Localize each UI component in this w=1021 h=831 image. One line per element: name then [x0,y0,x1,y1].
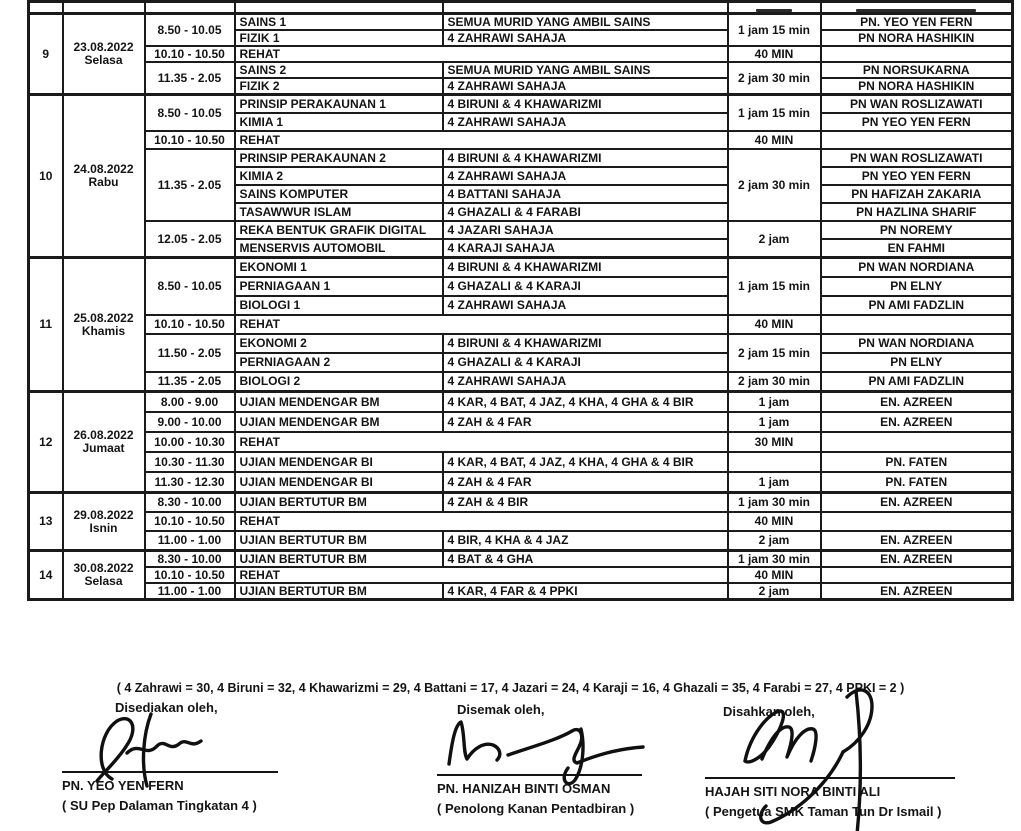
cell-rehat: REHAT [235,131,728,149]
cell-subject: EKONOMI 1 [235,258,443,278]
timetable-row [29,372,1013,392]
signature-block-approved-by [705,704,965,819]
checked-by-label: Disemak oleh, [457,702,545,717]
cell-rehat: REHAT [235,567,728,583]
cell-day-number: 11 [29,258,63,392]
cell-time: 11.50 - 2.05 [145,334,235,372]
cell-duration: 30 MIN [728,432,821,452]
cell-time: 11.00 - 1.00 [145,583,235,600]
cell-classes: SEMUA MURID YANG AMBIL SAINS [443,14,728,31]
cell-date [63,258,145,392]
cell-rehat: REHAT [235,315,728,334]
cell-subject: UJIAN MENDENGAR BM [235,412,443,432]
cell-subject: REKA BENTUK GRAFIK DIGITAL [235,221,443,239]
cell-day-number: 13 [29,493,63,551]
cell-subject: BIOLOGI 1 [235,296,443,315]
timetable-row [29,221,1013,239]
timetable-row [29,583,1013,600]
signer-name: HAJAH SITI NORA BINTI ALI [705,784,881,799]
signer-name: PN. HANIZAH BINTI OSMAN [437,781,611,796]
cell-classes: 4 GHAZALI & 4 FARABI [443,203,728,221]
cell-duration: 2 jam [728,221,821,258]
cell-classes: 4 BIRUNI & 4 KHAWARIZMI [443,258,728,278]
cell-time: 9.00 - 10.00 [145,412,235,432]
weekday-value: Selasa [84,574,123,588]
cell-teacher: PN. FATEN [821,452,1013,472]
cell-duration: 40 MIN [728,46,821,62]
timetable-row [29,551,1013,568]
timetable-row [29,432,1013,452]
cell-teacher: PN NORA HASHIKIN [821,30,1013,46]
cell-subject: UJIAN BERTUTUR BM [235,531,443,551]
cell-time: 10.30 - 11.30 [145,452,235,472]
partial-cell [235,2,443,14]
cell-classes: 4 BIRUNI & 4 KHAWARIZMI [443,334,728,353]
cell-classes: 4 ZAHRAWI SAHAJA [443,113,728,131]
cell-duration: 40 MIN [728,315,821,334]
cell-teacher: PN. YEO YEN FERN [821,14,1013,31]
cell-time: 8.50 - 10.05 [145,95,235,132]
cell-duration [728,452,821,472]
cell-subject: UJIAN MENDENGAR BI [235,452,443,472]
timetable-row [29,452,1013,472]
clipped-text-fragment [856,9,976,12]
timetable-row [29,95,1013,114]
cell-duration: 40 MIN [728,567,821,583]
date-value: 26.08.2022 [73,428,134,443]
timetable-row [29,46,1013,62]
prepared-by-label: Disediakan oleh, [115,700,218,715]
cell-time: 10.00 - 10.30 [145,432,235,452]
partial-cell [145,2,235,14]
signer-name: PN. YEO YEN FERN [62,778,184,793]
cell-subject: SAINS KOMPUTER [235,185,443,203]
cell-duration: 1 jam [728,412,821,432]
signer-role: ( Pengetua SMK Taman Tun Dr Ismail ) [705,804,942,819]
cell-teacher [821,432,1013,452]
cell-teacher: PN YEO YEN FERN [821,113,1013,131]
partial-cell [443,2,728,14]
timetable-row [29,392,1013,413]
timetable-row [29,131,1013,149]
cell-classes: 4 ZAHRAWI SAHAJA [443,167,728,185]
cell-classes: 4 KAR, 4 BAT, 4 JAZ, 4 KHA, 4 GHA & 4 BIR [443,392,728,413]
cell-subject: TASAWWUR ISLAM [235,203,443,221]
cell-time: 8.50 - 10.05 [145,258,235,316]
cell-duration: 1 jam 30 min [728,493,821,513]
cell-date [63,95,145,258]
cell-time: 11.35 - 2.05 [145,372,235,392]
clipped-text-fragment [756,9,792,12]
signature-line [62,771,278,773]
cell-date [63,14,145,95]
cell-classes: SEMUA MURID YANG AMBIL SAINS [443,62,728,78]
timetable-row [29,334,1013,353]
cell-subject: PERNIAGAAN 1 [235,277,443,296]
cell-duration: 2 jam 30 min [728,372,821,392]
cell-classes: 4 GHAZALI & 4 KARAJI [443,277,728,296]
weekday-value: Isnin [89,520,118,535]
weekday-value: Khamis [81,323,126,338]
timetable-row [29,472,1013,493]
signature-block-prepared-by [62,700,292,813]
cell-date [63,493,145,551]
timetable-body [29,2,1013,600]
timetable-row [29,531,1013,551]
timetable-row [29,512,1013,531]
cell-teacher: PN WAN NORDIANA [821,258,1013,278]
partial-cell [728,2,821,14]
cell-classes: 4 ZAH & 4 FAR [443,412,728,432]
approved-by-label: Disahkan oleh, [723,704,815,719]
cell-classes: 4 BATTANI SAHAJA [443,185,728,203]
timetable-row [29,258,1013,278]
timetable [27,0,1014,601]
cell-duration: 1 jam [728,392,821,413]
cell-teacher [821,567,1013,583]
cell-teacher: PN WAN ROSLIZAWATI [821,95,1013,114]
cell-duration: 2 jam 15 min [728,334,821,372]
cell-duration: 2 jam 30 min [728,149,821,221]
cell-date [63,392,145,493]
cell-rehat: REHAT [235,512,728,531]
cell-duration: 40 MIN [728,512,821,531]
date-value: 29.08.2022 [73,507,134,522]
cell-teacher: PN AMI FADZLIN [821,296,1013,315]
date-value: 24.08.2022 [73,162,134,177]
cell-duration: 2 jam 30 min [728,62,821,95]
cell-duration: 1 jam [728,472,821,493]
cell-time: 8.50 - 10.05 [145,14,235,47]
cell-teacher: PN WAN NORDIANA [821,334,1013,353]
cell-time: 11.35 - 2.05 [145,149,235,221]
cell-teacher: PN ELNY [821,277,1013,296]
cell-subject: UJIAN BERTUTUR BM [235,493,443,513]
cell-subject: PRINSIP PERAKAUNAN 2 [235,149,443,167]
signer-role: ( Penolong Kanan Pentadbiran ) [437,801,635,816]
class-size-footnote: ( 4 Zahrawi = 30, 4 Biruni = 32, 4 Khawarizmi = 29, 4 Battani = 17, 4 Jazari = 24, 4 Karaji = 16, 4 Ghazali = 35, 4 Farabi = 27, 4 PPKI = 2 ) [116,681,905,695]
weekday-value: Jumaat [82,441,125,455]
cell-classes: 4 JAZARI SAHAJA [443,221,728,239]
cell-time: 8.00 - 9.00 [145,392,235,413]
cell-subject: KIMIA 2 [235,167,443,185]
date-value: 25.08.2022 [73,310,134,325]
cell-duration: 2 jam [728,531,821,551]
cell-teacher: EN. AZREEN [821,392,1013,413]
timetable-row [29,149,1013,167]
signature-line [705,777,955,779]
timetable-row [29,14,1013,31]
cell-subject: BIOLOGI 2 [235,372,443,392]
cell-time: 10.10 - 10.50 [145,567,235,583]
cell-classes: 4 ZAH & 4 FAR [443,472,728,493]
cell-classes: 4 KAR, 4 FAR & 4 PPKI [443,583,728,600]
cell-day-number: 9 [29,14,63,95]
cell-time: 10.10 - 10.50 [145,46,235,62]
timetable-row [29,567,1013,583]
cell-duration: 1 jam 15 min [728,14,821,47]
cell-teacher: PN WAN ROSLIZAWATI [821,149,1013,167]
cell-subject: PRINSIP PERAKAUNAN 1 [235,95,443,114]
cell-teacher [821,46,1013,62]
cell-classes: 4 ZAHRAWI SAHAJA [443,296,728,315]
cell-classes: 4 ZAHRAWI SAHAJA [443,78,728,95]
cell-subject: EKONOMI 2 [235,334,443,353]
cell-teacher: EN. AZREEN [821,551,1013,568]
weekday-value: Rabu [88,175,119,189]
cell-teacher: PN NOREMY [821,221,1013,239]
cell-day-number: 14 [29,551,63,600]
cell-classes: 4 BAT & 4 GHA [443,551,728,568]
signature-line [437,774,642,776]
cell-classes: 4 ZAHRAWI SAHAJA [443,372,728,392]
partial-cutoff-row [29,2,1013,14]
cell-teacher: PN AMI FADZLIN [821,372,1013,392]
cell-teacher: PN NORA HASHIKIN [821,78,1013,95]
cell-subject: UJIAN BERTUTUR BM [235,551,443,568]
cell-rehat: REHAT [235,432,728,452]
cell-subject: FIZIK 2 [235,78,443,95]
date-value: 23.08.2022 [73,40,134,55]
cell-teacher [821,315,1013,334]
date-value: 30.08.2022 [73,561,134,576]
cell-time: 11.30 - 12.30 [145,472,235,493]
cell-teacher: EN. AZREEN [821,583,1013,600]
cell-teacher: PN HAFIZAH ZAKARIA [821,185,1013,203]
cell-teacher: PN HAZLINA SHARIF [821,203,1013,221]
cell-subject: FIZIK 1 [235,30,443,46]
timetable-row [29,493,1013,513]
cell-subject: UJIAN BERTUTUR BM [235,583,443,600]
cell-classes: 4 BIR, 4 KHA & 4 JAZ [443,531,728,551]
cell-subject: KIMIA 1 [235,113,443,131]
cell-teacher: EN. AZREEN [821,493,1013,513]
weekday-value: Selasa [84,53,123,67]
cell-time: 10.10 - 10.50 [145,512,235,531]
cell-teacher: EN FAHMI [821,239,1013,258]
cell-day-number: 12 [29,392,63,493]
cell-subject: SAINS 1 [235,14,443,31]
cell-teacher: PN NORSUKARNA [821,62,1013,78]
cell-time: 11.35 - 2.05 [145,62,235,95]
cell-teacher: PN YEO YEN FERN [821,167,1013,185]
cell-classes: 4 KARAJI SAHAJA [443,239,728,258]
signer-role: ( SU Pep Dalaman Tingkatan 4 ) [62,798,257,813]
cell-classes: 4 ZAHRAWI SAHAJA [443,30,728,46]
cell-classes: 4 BIRUNI & 4 KHAWARIZMI [443,149,728,167]
cell-classes: 4 ZAH & 4 BIR [443,493,728,513]
cell-time: 10.10 - 10.50 [145,315,235,334]
cell-time: 8.30 - 10.00 [145,551,235,568]
cell-subject: SAINS 2 [235,62,443,78]
cell-time: 12.05 - 2.05 [145,221,235,258]
partial-cell [63,2,145,14]
cell-duration: 1 jam 15 min [728,258,821,316]
timetable-row [29,62,1013,78]
signature-block-checked-by [437,702,667,816]
cell-time: 8.30 - 10.00 [145,493,235,513]
cell-rehat: REHAT [235,46,728,62]
partial-cell [821,2,1013,14]
timetable-row [29,315,1013,334]
cell-duration: 1 jam 15 min [728,95,821,132]
cell-classes: 4 GHAZALI & 4 KARAJI [443,353,728,372]
cell-teacher: PN. FATEN [821,472,1013,493]
cell-subject: UJIAN MENDENGAR BI [235,472,443,493]
cell-subject: UJIAN MENDENGAR BM [235,392,443,413]
cell-teacher: EN. AZREEN [821,412,1013,432]
cell-duration: 2 jam [728,583,821,600]
timetable-row [29,412,1013,432]
cell-classes: 4 KAR, 4 BAT, 4 JAZ, 4 KHA, 4 GHA & 4 BIR [443,452,728,472]
cell-time: 11.00 - 1.00 [145,531,235,551]
cell-teacher [821,131,1013,149]
cell-classes: 4 BIRUNI & 4 KHAWARIZMI [443,95,728,114]
cell-time: 10.10 - 10.50 [145,131,235,149]
cell-duration: 1 jam 30 min [728,551,821,568]
cell-subject: PERNIAGAAN 2 [235,353,443,372]
partial-cell [29,2,63,14]
cell-teacher: PN ELNY [821,353,1013,372]
cell-duration: 40 MIN [728,131,821,149]
cell-subject: MENSERVIS AUTOMOBIL [235,239,443,258]
cell-teacher: EN. AZREEN [821,531,1013,551]
cell-day-number: 10 [29,95,63,258]
cell-date [63,551,145,600]
cell-teacher [821,512,1013,531]
